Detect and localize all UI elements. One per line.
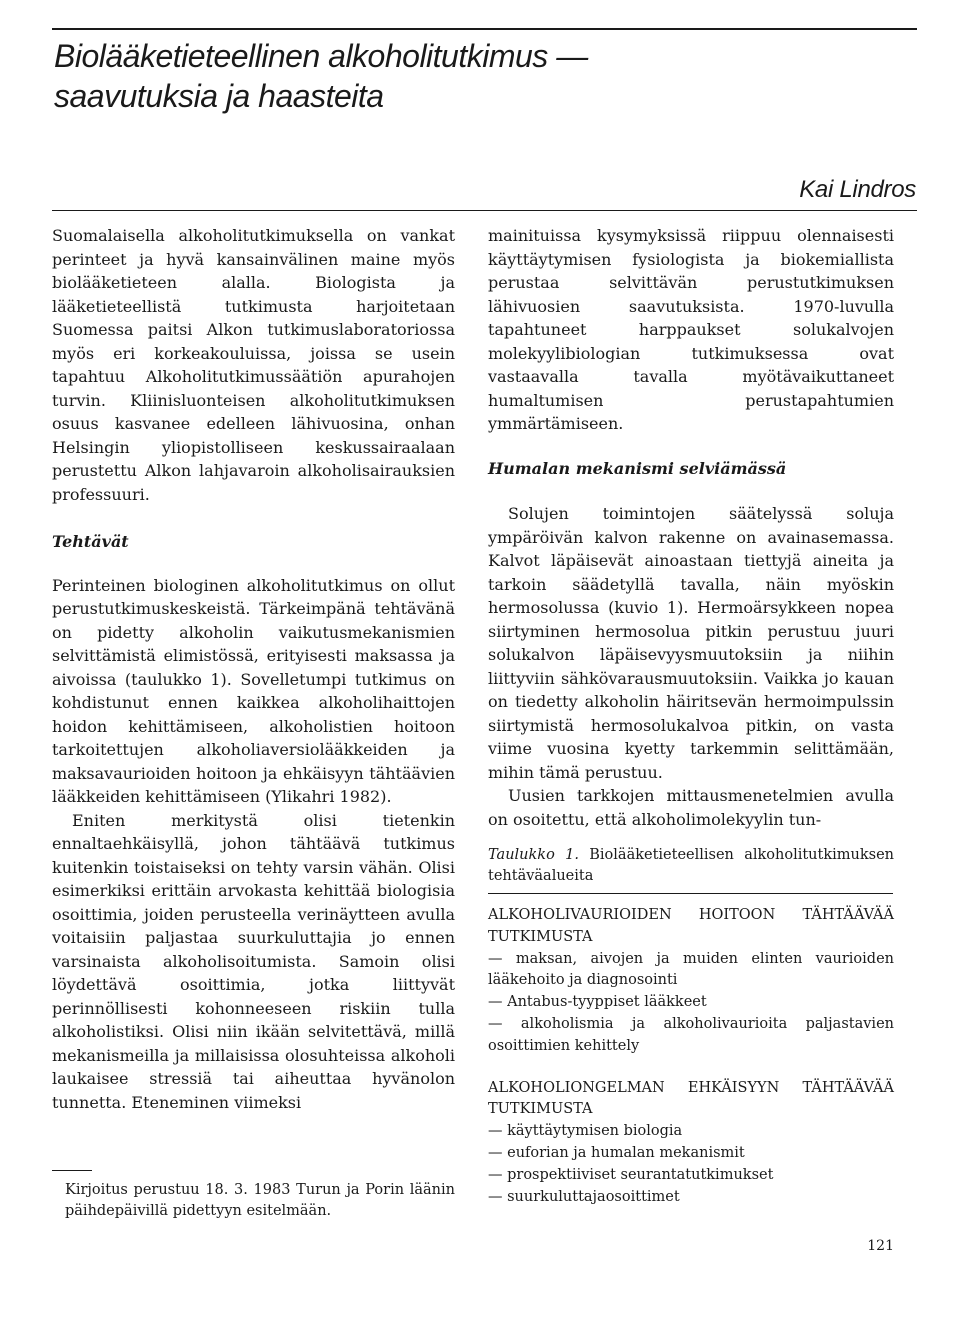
author-name: Kai Lindros: [799, 176, 916, 203]
table-section-heading: ALKOHOLIVAURIOIDEN HOITOON TÄHTÄÄVÄÄ TUTKIMUSTA: [488, 907, 894, 945]
table-caption-text: Biolääketieteellisen alkoholitutkimuksen tehtäväalueita: [488, 847, 894, 884]
tehtavat-paragraph-2: Eniten merkitystä olisi tietenkin ennaltaehkäisyllä, johon tähtäävä tutkimus kuitenkin toistaiseksi on tehty varsin vähän. Olisi esimerkiksi erittäin arvokasta kehittää biologisia osoittimia, joiden perusteella verinäytteen avulla voitaisiin paljastaa suurkuluttajia jo ennen varsinaista alkoholisoitumista. Samoin olisi löydettävä osoittimia, jotka liittyvät perinnöllisesti kohonneeseen riskiin tulla alkoholistiksi. Olisi niin ikään selvitettävä, millä mekanismeilla ja millaisissa olosuhteissa alkoholi laukaisee stressiä tai aiheuttaa hyvänolon tunnetta. Eteneminen viimeksi: [52, 810, 455, 1112]
table-caption-label: Taulukko 1.: [488, 847, 579, 863]
section-heading-tehtavat: Tehtävät: [52, 532, 129, 551]
continuation-paragraph: mainituissa kysymyksissä riippuu olennaisesti käyttäytymisen fysiologista ja biokemiallista perustaa selvittävän perustutkimuksen lähivuosien saavutuksista. 1970-luvulla tapahtuneet harppaukset solukalvojen molekyylibiologian tutkimuksessa ovat vastaavalla tavalla myötävaikuttaneet humaltumisen perustapahtumien ymmärtämiseen.: [488, 226, 894, 433]
humalan-paragraph-1: Solujen toimintojen säätelyssä soluja ympäröivän kalvon rakenne on avainasemassa. Kalvot läpäisevät ainoastaan tiettyjä aineita ja tarkoin säädetyllä tavalla, näin myöskin hermosolussa (kuvio 1). Hermoärsykkeen nopea siirtyminen hermosolua pitkin perustuu juuri solukalvon läpäisevyysmuutoksiin ja niihin liittyviin sähkövarausmuutoksiin. Vaikka jo kauan on tiedetty alkoholin häiritsevän hermoimpulssin siirtymistä hermosolukalvoa pitkin, on vasta viime vuosina kyetty tarkemmin selittämään, mihin tämä perustuu.: [488, 504, 894, 782]
table-rule: [488, 893, 893, 894]
table-list-item: — käyttäytymisen biologia: [488, 1123, 683, 1140]
table-list-item: — alkoholismia ja alkoholivaurioita paljastavien osoittimien kehittely: [488, 1015, 894, 1054]
table-list-item: — Antabus-tyyppiset lääkkeet: [488, 994, 707, 1011]
table-section-heading: ALKOHOLIONGELMAN EHKÄISYYN TÄHTÄÄVÄÄ TUTKIMUSTA: [488, 1079, 894, 1118]
table-section-list: [488, 1121, 894, 1208]
table-caption: [488, 845, 894, 887]
table-section: [488, 905, 894, 1058]
top-rule: [52, 28, 917, 30]
table-section-list: [488, 949, 894, 1058]
humalan-paragraph-2: Uusien tarkkojen mittausmenetelmien avulla on osoitettu, että alkoholimolekyylin tun-: [488, 786, 894, 829]
section-heading-humalan: Humalan mekanismi selviämässä: [488, 458, 787, 478]
table-list-item: — maksan, aivojen ja muiden elinten vaurioiden lääkehoito ja diagnosointi: [488, 950, 894, 989]
title-line-1: Biolääketieteellinen alkoholitutkimus —: [54, 38, 588, 74]
left-column: [52, 224, 455, 1114]
footnote-rule: [52, 1170, 92, 1171]
footnote: Kirjoitus perustuu 18. 3. 1983 Turun ja Porin läänin päihdepäivillä pidettyyn esitelmään.: [65, 1182, 455, 1219]
table-section: [488, 1078, 894, 1209]
article-title: [54, 36, 914, 116]
title-line-2: saavutuksia ja haasteita: [54, 78, 384, 114]
table-list-item: — prospektiiviset seurantatutkimukset: [488, 1166, 774, 1183]
table-list-item: — suurkuluttajaosoittimet: [488, 1188, 680, 1205]
author-rule: [52, 210, 917, 211]
intro-paragraph: Suomalaisella alkoholitutkimuksella on vankat perinteet ja hyvä kansainvälinen maine myös biolääketieteen alalla. Biologista ja lääketieteellistä tutkimusta harjoitetaan Suomessa paitsi Alkon tutkimuslaboratoriossa myös eri korkeakouluissa, joissa se usein tapahtuu Alkoholitutkimussäätiön apurahojen turvin. Kliinisluonteisen alkoholitutkimuksen osuus kasvanee edelleen lähivuosina, onhan Helsingin yliopistolliseen keskussairaalaan perustettu Alkon lahjavaroin alkoholisairauksien professuuri.: [52, 226, 455, 504]
tehtavat-paragraph-1: Perinteinen biologinen alkoholitutkimus on ollut perustutkimuskeskeistä. Tärkeimpänä tehtävänä on pidetty alkoholin vaikutusmekanismien selvittämistä elimistössä, erityisesti maksassa ja aivoissa (taulukko 1). Sovelletumpi tutkimus on kohdistunut ennen kaikkea alkoholihaittojen hoidon kehittämiseen, alkoholistien hoitoon tarkoitettujen alkoholiaversiolääkkeiden ja maksavaurioiden hoitoon ja ehkäisyyn tähtäävien lääkkeiden kehittämiseen (Ylikahri 1982).: [52, 575, 455, 806]
page-number: 121: [867, 1238, 894, 1254]
right-column: [488, 224, 894, 831]
table-list-item: — euforian ja humalan mekanismit: [488, 1144, 745, 1161]
table-1: [488, 905, 894, 1228]
